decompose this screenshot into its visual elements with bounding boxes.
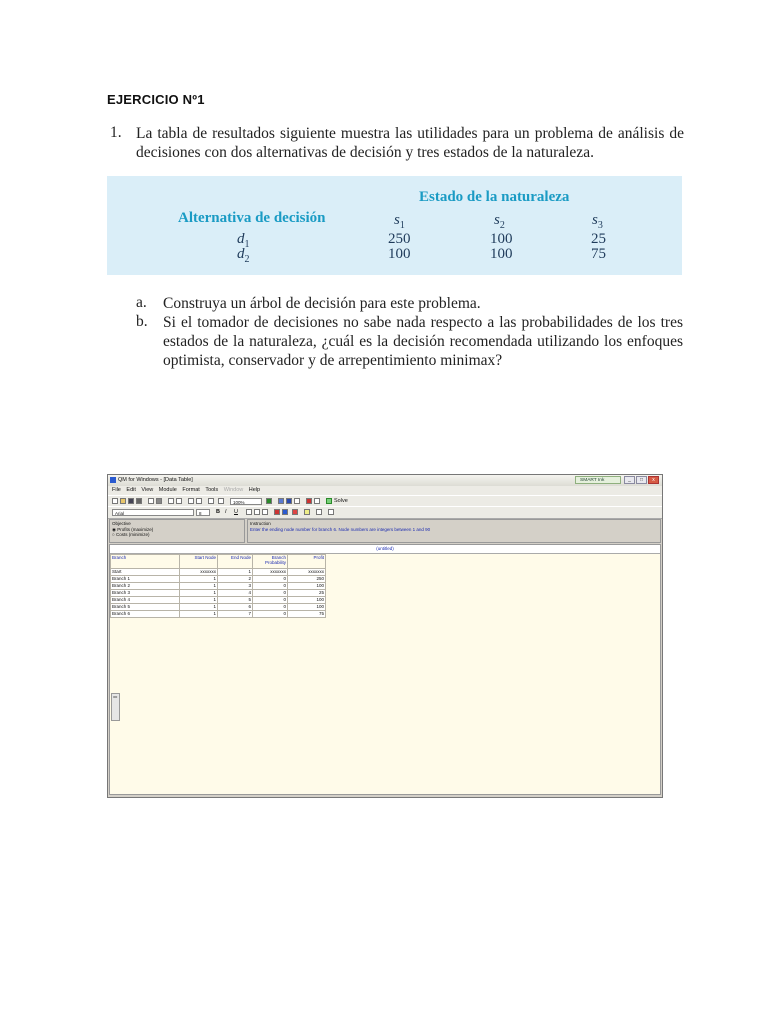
subquestion-a-label: a. <box>136 294 147 311</box>
text-icon[interactable] <box>188 498 194 504</box>
end-node-cell[interactable]: 3 <box>218 583 253 590</box>
underline-button[interactable]: U <box>234 509 238 515</box>
instruction-text: Enter the ending node number for branch 6. Node numbers are integers between 1 and 90 <box>250 526 431 532</box>
align-center-icon[interactable] <box>254 509 260 515</box>
help-icon[interactable] <box>306 498 312 504</box>
probability-cell[interactable]: 0 <box>253 583 288 590</box>
alternative-d2: $d_2$ <box>237 246 250 265</box>
objective-option-profits[interactable]: ◉ Profits (maximize) <box>112 526 154 532</box>
probability-cell[interactable]: xxxxxxx <box>253 569 288 576</box>
branch-cell[interactable]: Branch 3 <box>111 590 180 597</box>
rows-icon[interactable] <box>218 498 224 504</box>
italic-button[interactable]: I <box>225 509 227 515</box>
payoff-cell: 100 <box>490 231 513 247</box>
minimize-button[interactable]: _ <box>624 476 635 484</box>
branch-cell[interactable]: Branch 6 <box>111 611 180 618</box>
profit-cell[interactable]: 250 <box>288 576 326 583</box>
table-icon[interactable] <box>176 498 182 504</box>
payoff-cell: 100 <box>490 246 513 262</box>
clock-icon[interactable] <box>314 498 320 504</box>
alternative-d1: $d_1$ <box>237 231 250 250</box>
percent-icon[interactable] <box>294 498 300 504</box>
profit-cell[interactable]: xxxxxxx <box>288 569 326 576</box>
open-icon[interactable] <box>120 498 126 504</box>
start-node-cell[interactable]: 1 <box>180 583 218 590</box>
start-node-cell[interactable]: 1 <box>180 590 218 597</box>
columns-icon[interactable] <box>208 498 214 504</box>
objective-option-costs[interactable]: ○ Costs (minimize) <box>112 532 150 537</box>
states-header: Estado de la naturaleza <box>419 189 570 205</box>
end-node-cell[interactable]: 2 <box>218 576 253 583</box>
start-node-cell[interactable]: 1 <box>180 611 218 618</box>
table-row <box>111 611 326 618</box>
menu-help[interactable]: Help <box>248 487 261 493</box>
extra-icon[interactable] <box>328 509 334 515</box>
grid-icon[interactable] <box>168 498 174 504</box>
branch-cell[interactable]: Branch 2 <box>111 583 180 590</box>
menu-tools[interactable]: Tools <box>205 487 219 493</box>
font-color-icon[interactable] <box>292 509 298 515</box>
close-button[interactable]: x <box>648 476 659 484</box>
state-s1: $s_1$ <box>394 212 405 231</box>
font-size-select[interactable]: 8 <box>196 509 210 516</box>
decimal-icon[interactable] <box>196 498 202 504</box>
probability-cell[interactable]: 0 <box>253 576 288 583</box>
menu-bar <box>108 486 662 495</box>
font-select[interactable]: Arial <box>112 509 194 516</box>
profit-cell[interactable]: 75 <box>288 611 326 618</box>
end-node-cell[interactable]: 4 <box>218 590 253 597</box>
zero-icon[interactable] <box>274 509 280 515</box>
probability-cell[interactable]: 0 <box>253 604 288 611</box>
probability-cell[interactable]: 0 <box>253 611 288 618</box>
question-text: La tabla de resultados siguiente muestra las utilidades para un problema de análisis de decisiones con dos alternativas de decisión y tres estados de la naturaleza. <box>136 125 684 161</box>
window-title-bar <box>108 475 662 486</box>
table-row <box>111 583 326 590</box>
table-row <box>111 576 326 583</box>
column-header: Start Node <box>180 555 218 569</box>
align-right-icon[interactable] <box>262 509 268 515</box>
payoff-cell: 75 <box>591 246 606 262</box>
table-row <box>111 604 326 611</box>
start-node-cell[interactable]: 1 <box>180 604 218 611</box>
data-grid <box>109 544 661 795</box>
subquestion-b-text: Si el tomador de decisiones no sabe nada respecto a las probabilidades de los tres estados de la naturaleza, ¿cuál es la decisión recomendada utilizando los enfoques optimista, conservador y de arrepentimiento minimax? <box>163 314 683 369</box>
branch-cell[interactable]: Branch 4 <box>111 597 180 604</box>
table-row <box>111 597 326 604</box>
payoff-table <box>107 176 682 275</box>
alternatives-header: Alternativa de decisión <box>178 210 326 226</box>
objective-title: Objective <box>112 521 131 526</box>
instruction-panel <box>247 519 661 543</box>
window-title: QM for Windows - [Data Table] <box>118 477 193 483</box>
branch-table <box>110 554 326 618</box>
menu-window[interactable]: Window <box>223 487 244 493</box>
profit-cell[interactable]: 100 <box>288 583 326 590</box>
branch-cell[interactable]: Branch 1 <box>111 576 180 583</box>
instruction-title: Instruction <box>250 521 271 526</box>
subquestion-b-label: b. <box>136 313 148 330</box>
state-s3: $s_3$ <box>592 212 603 231</box>
calculator-icon[interactable] <box>278 498 284 504</box>
copy-icon[interactable] <box>148 498 154 504</box>
probability-cell[interactable]: 0 <box>253 597 288 604</box>
end-node-cell[interactable]: 6 <box>218 604 253 611</box>
solve-button[interactable]: Solve <box>334 498 348 504</box>
state-s2: $s_2$ <box>494 212 505 231</box>
menu-file[interactable]: File <box>112 487 121 493</box>
payoff-cell: 100 <box>388 246 411 262</box>
maximize-button[interactable]: □ <box>636 476 647 484</box>
chart-icon[interactable] <box>266 498 272 504</box>
smart-ink-button[interactable]: SMART Ink <box>575 476 621 484</box>
save-icon[interactable] <box>128 498 134 504</box>
bold-button[interactable]: B <box>216 509 220 515</box>
end-node-cell[interactable]: 7 <box>218 611 253 618</box>
branch-cell[interactable]: Start <box>111 569 180 576</box>
app-icon <box>110 477 116 483</box>
column-header: End Node <box>218 555 253 569</box>
play-icon[interactable] <box>326 498 332 504</box>
column-header: Branch Probability <box>253 555 288 569</box>
question-number: 1. <box>110 124 122 141</box>
exercise-heading: EJERCICIO Nº1 <box>107 92 205 107</box>
profit-cell[interactable]: 100 <box>288 604 326 611</box>
zoom-select[interactable]: 100% <box>230 498 262 505</box>
start-node-cell[interactable]: xxxxxxx <box>180 569 218 576</box>
profit-cell[interactable]: 100 <box>288 597 326 604</box>
menu-view[interactable]: View <box>141 487 154 493</box>
column-header: Branch <box>111 555 180 569</box>
objective-panel <box>109 519 245 543</box>
align-left-icon[interactable] <box>246 509 252 515</box>
table-row <box>111 569 326 576</box>
end-node-cell[interactable]: 1 <box>218 569 253 576</box>
end-node-cell[interactable]: 5 <box>218 597 253 604</box>
mountain-icon[interactable] <box>286 498 292 504</box>
menu-module[interactable]: Module <box>158 487 177 493</box>
fill-color-icon[interactable] <box>282 509 288 515</box>
new-icon[interactable] <box>112 498 118 504</box>
payoff-cell: 25 <box>591 231 606 247</box>
table-row <box>111 590 326 597</box>
subquestion-a-text: Construya un árbol de decisión para este problema. <box>163 295 481 312</box>
menu-format[interactable]: Format <box>182 487 200 493</box>
qm-window-screenshot <box>107 474 663 798</box>
probability-cell[interactable]: 0 <box>253 590 288 597</box>
menu-edit[interactable]: Edit <box>126 487 136 493</box>
paste-icon[interactable] <box>156 498 162 504</box>
payoff-cell: 250 <box>388 231 411 247</box>
start-node-cell[interactable]: 1 <box>180 597 218 604</box>
profit-cell[interactable]: 25 <box>288 590 326 597</box>
toolbar-format <box>108 506 662 519</box>
border-icon[interactable] <box>316 509 322 515</box>
highlight-icon[interactable] <box>304 509 310 515</box>
start-node-cell[interactable]: 1 <box>180 576 218 583</box>
branch-cell[interactable]: Branch 5 <box>111 604 180 611</box>
column-header: Profit <box>288 555 326 569</box>
grid-title: (untitled) <box>110 545 660 554</box>
print-icon[interactable] <box>136 498 142 504</box>
side-scroll-control[interactable]: ▸▸ <box>111 693 120 721</box>
